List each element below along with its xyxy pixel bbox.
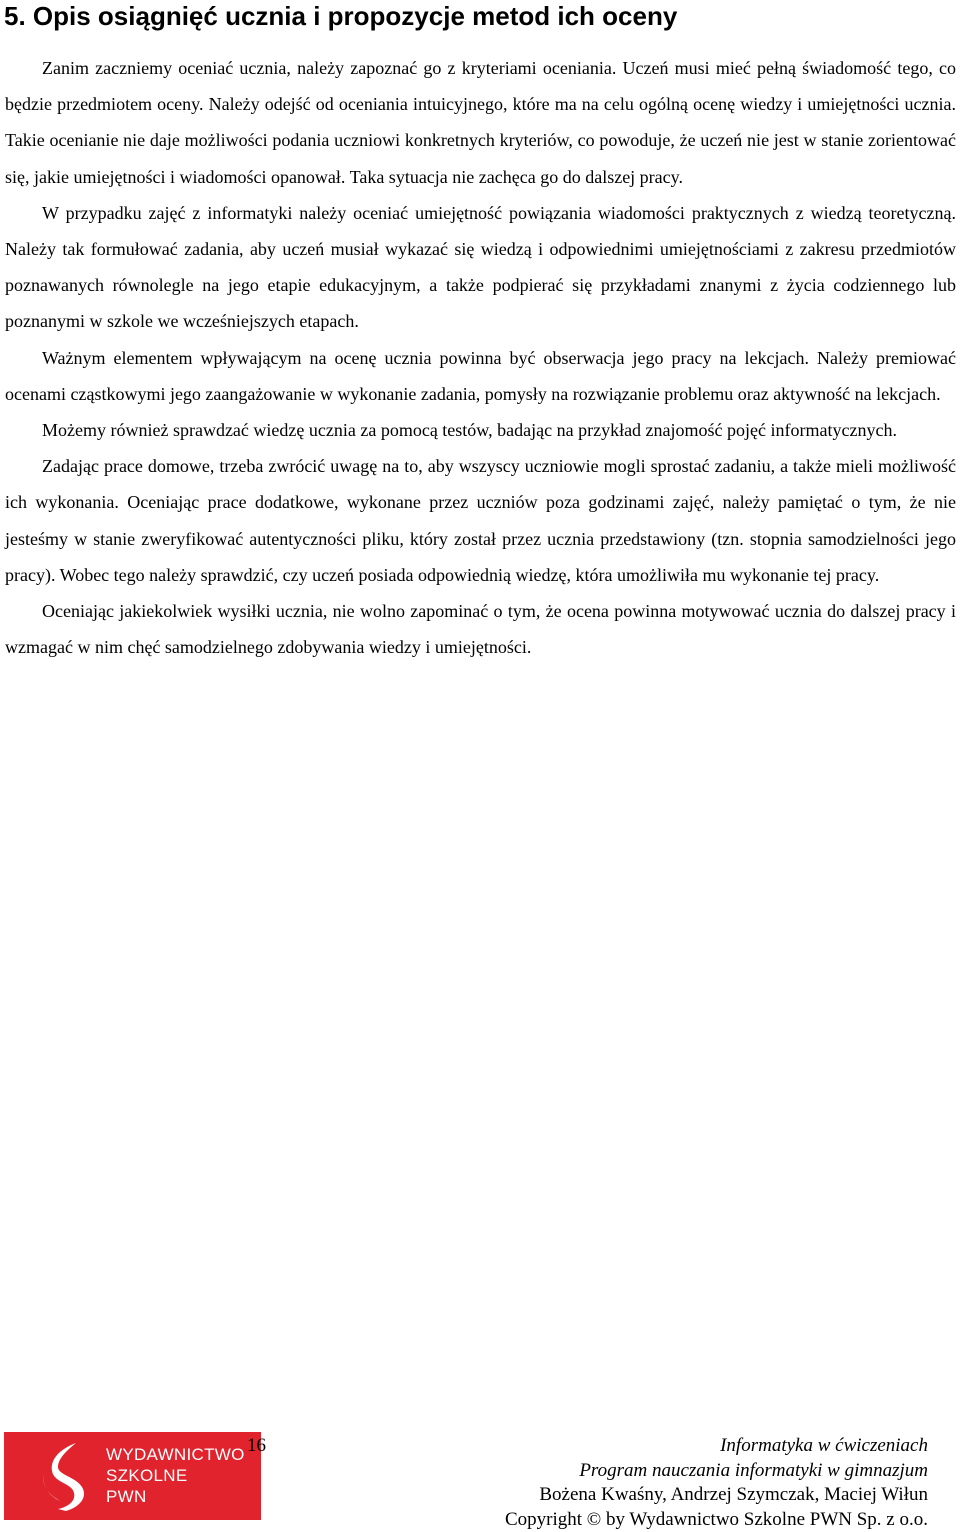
authors: Bożena Kwaśny, Andrzej Szymczak, Maciej Wiłun [539, 1484, 928, 1505]
book-title: Informatyka w ćwiczeniach [720, 1435, 928, 1456]
logo-line: PWN [106, 1487, 147, 1506]
page-number: 16 [247, 1435, 266, 1456]
paragraph: Ważnym elementem wpływającym na ocenę ucznia powinna być obserwacja jego pracy na lekcjach. Należy premiować ocenami cząstkowymi jego zaangażowanie w wykonanie zadania, pomysły na rozwiązanie problemu oraz aktywność na lekcjach. [5, 347, 956, 404]
paragraph: W przypadku zajęć z informatyki należy oceniać umiejętność powiązania wiadomości praktycznych z wiedzą teoretyczną. Należy tak formułować zadania, aby uczeń musiał wykazać się wiedzą i odpowiednimi umiejętnościami z zakresu przedmiotów poznawanych równolegle na jego etapie edukacyjnym, a także podpierać się przykładami znanymi z życia codziennego lub poznanymi w szkole we wcześniejszych etapach. [5, 202, 956, 332]
section-heading: 5. Opis osiągnięć ucznia i propozycje metod ich oceny [4, 1, 678, 31]
body-text [5, 50, 956, 665]
copyright: Copyright © by Wydawnictwo Szkolne PWN Sp. z o.o. [505, 1508, 928, 1530]
publisher-logo [4, 1432, 261, 1520]
paragraph: Zadając prace domowe, trzeba zwrócić uwagę na to, aby wszyscy uczniowie mogli sprostać zadaniu, a także mieli możliwość ich wykonania. Oceniając prace dodatkowe, wykonane przez uczniów poza godzinami zajęć, należy pamiętać o tym, że nie jesteśmy w stanie zweryfikować autentyczności pliku, który został przez ucznia przedstawiony (tzn. stopnia samodzielności jego pracy). Wobec tego należy sprawdzić, czy uczeń posiada odpowiednią wiedzę, która umożliwiła mu wykonanie tej pracy. [5, 456, 956, 585]
logo-line: WYDAWNICTWO [106, 1445, 245, 1464]
page-footer [247, 1434, 928, 1532]
paragraph: Zanim zaczniemy oceniać ucznia, należy zapoznać go z kryteriami oceniania. Uczeń musi mieć pełną świadomość tego, co będzie przedmiotem oceny. Należy odejść od oceniania intuicyjnego, które ma na celu ogólną ocenę wiedzy i umiejętności ucznia. Takie ocenianie nie daje możliwości podania uczniowi konkretnych kryteriów, co powoduje, że uczeń nie jest w stanie zorientować się, jakie umiejętności i wiadomości opanował. Taka sytuacja nie zachęca go do dalszej pracy. [5, 58, 956, 187]
logo-line: SZKOLNE [106, 1466, 188, 1485]
paragraph: Możemy również sprawdzać wiedzę ucznia za pomocą testów, badając na przykład znajomość pojęć informatycznych. [42, 420, 897, 441]
publisher-logo-text [106, 1444, 245, 1507]
program-title: Program nauczania informatyki w gimnazjum [579, 1459, 928, 1481]
publisher-logo-icon [36, 1439, 94, 1513]
paragraph: Oceniając jakiekolwiek wysiłki ucznia, nie wolno zapominać o tym, że ocena powinna motywować ucznia do dalszej pracy i wzmagać w nim chęć samodzielnego zdobywania wiedzy i umiejętności. [5, 601, 956, 658]
